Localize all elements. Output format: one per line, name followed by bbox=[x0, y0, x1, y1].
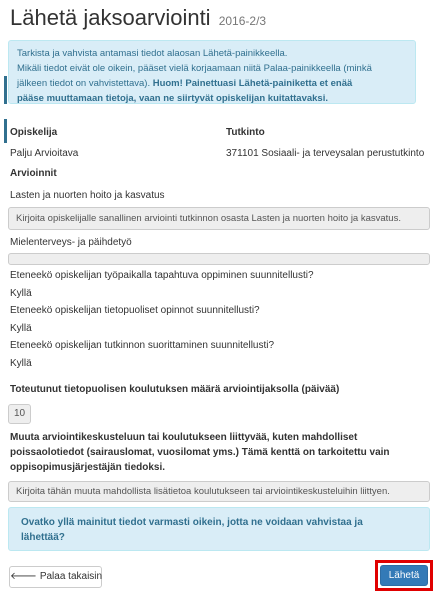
info-line-3 bbox=[17, 76, 407, 91]
question-answer: Kyllä bbox=[10, 323, 32, 334]
page-title bbox=[10, 5, 266, 31]
info-line-3-plain: jälkeen tiedot on vahvistettava). bbox=[17, 78, 153, 89]
degree-value: 371101 Sosiaali- ja terveysalan perustutkinto bbox=[226, 148, 425, 159]
assessment-field bbox=[8, 253, 430, 265]
question-answer: Kyllä bbox=[10, 358, 32, 369]
question-text: Eteneekö opiskelijan tietopuoliset opinnot suunnitellusti? bbox=[10, 305, 260, 316]
other-info-field: Kirjoita tähän muuta mahdollista lisätietoa koulutukseen tai arviointikeskusteluihin liittyen. bbox=[8, 481, 430, 502]
assessment-name: Mielenterveys- ja päihdetyö bbox=[10, 237, 132, 248]
back-button[interactable] bbox=[9, 566, 102, 588]
info-line-3-bold: Huom! Painettuasi Lähetä-painiketta et enää bbox=[152, 78, 353, 89]
confirm-alert bbox=[8, 507, 430, 551]
arrow-left-icon: 🡐 bbox=[10, 571, 37, 582]
training-days-field: 10 bbox=[8, 404, 31, 424]
other-info-label-line-1: Muuta arviointikeskusteluun tai koulutukseen liittyvää, kuten mahdolliset bbox=[10, 432, 358, 443]
question-answer: Kyllä bbox=[10, 288, 32, 299]
student-value: Palju Arvioitava bbox=[10, 148, 79, 159]
assessment-field: Kirjoita opiskelijalle sanallinen arviointi tutkinnon osasta Lasten ja nuorten hoito ja kasvatus. bbox=[8, 207, 430, 230]
page-subtitle: 2016-2/3 bbox=[218, 14, 267, 28]
assessment-name: Lasten ja nuorten hoito ja kasvatus bbox=[10, 190, 165, 201]
confirm-line-1: Ovatko yllä mainitut tiedot varmasti oikein, jotta ne voidaan vahvistaa ja bbox=[21, 517, 363, 528]
info-line-4-bold: pääse muuttamaan tietoja, vaan ne siirtyvät opiskelijan kuitattavaksi. bbox=[17, 93, 328, 104]
page-title-text: Lähetä jaksoarviointi bbox=[10, 5, 211, 30]
back-button-label: Palaa takaisin bbox=[39, 571, 103, 582]
send-button-label: Lähetä bbox=[388, 570, 420, 581]
other-info-label-line-3: oppisopimusjärjestäjän tiedoksi. bbox=[10, 462, 166, 473]
student-label: Opiskelija bbox=[10, 127, 58, 138]
confirm-line-2: lähettää? bbox=[21, 532, 65, 543]
other-info-label-line-2: poissaolotiedot (sairauslomat, vuosilomat yms.) Tämä kenttä on tarkoitettu vain bbox=[10, 447, 390, 458]
info-line-4 bbox=[17, 91, 407, 106]
info-line-1: Tarkista ja vahvista antamasi tiedot alaosan Lähetä-painikkeella. bbox=[17, 48, 288, 59]
info-alert bbox=[8, 40, 416, 104]
assessments-label: Arvioinnit bbox=[10, 168, 57, 179]
left-accent-bar bbox=[4, 76, 7, 104]
training-days-label: Toteutunut tietopuolisen koulutuksen määrä arviointijaksolla (päivää) bbox=[10, 384, 340, 395]
left-accent-bar bbox=[4, 119, 7, 143]
degree-label: Tutkinto bbox=[226, 127, 265, 138]
question-text: Eteneekö opiskelijan tutkinnon suorittaminen suunnitellusti? bbox=[10, 340, 275, 351]
question-text: Eteneekö opiskelijan työpaikalla tapahtuva oppiminen suunnitellusti? bbox=[10, 270, 314, 281]
info-line-2: Mikäli tiedot eivät ole oikein, pääset vielä korjaamaan niitä Palaa-painikkeella (minkä bbox=[17, 63, 372, 74]
send-button[interactable] bbox=[380, 565, 428, 586]
